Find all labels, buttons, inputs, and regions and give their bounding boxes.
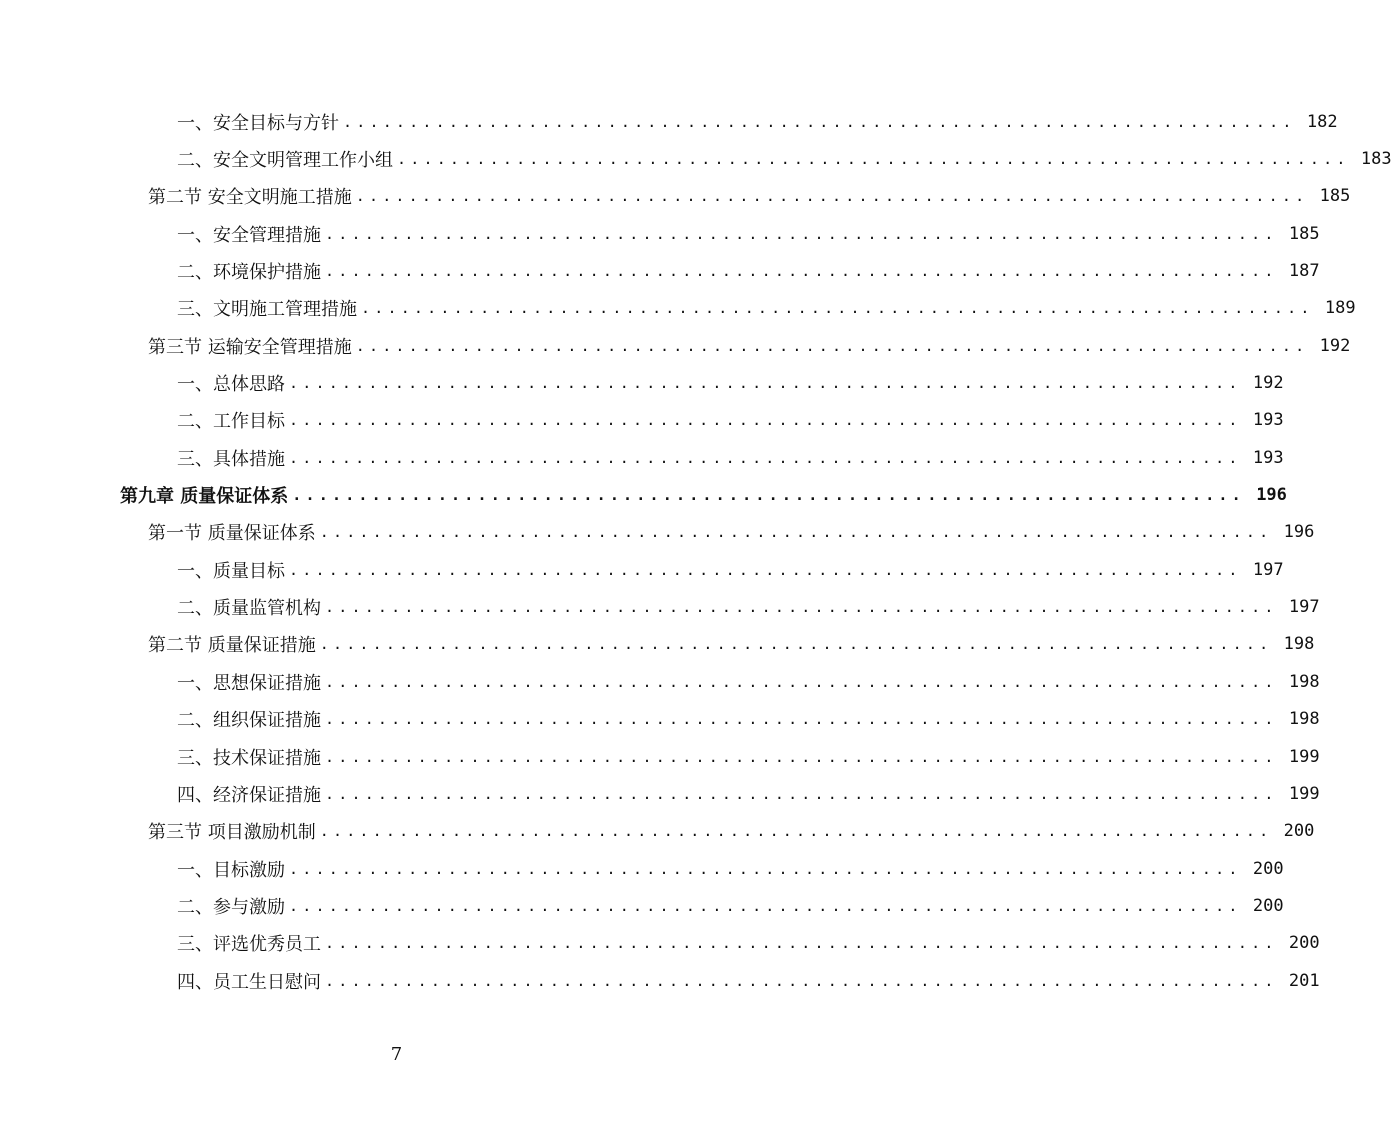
toc-entry-page: 197: [1288, 597, 1320, 618]
toc-entry[interactable]: [0, 178, 1351, 215]
toc-leader-dots: ........................................................................: [355, 187, 1309, 206]
toc-entry-title: 一、质量目标: [177, 560, 285, 582]
toc-leader-dots: ........................................................................: [325, 971, 1278, 990]
toc-entry-title: 一、目标激励: [177, 859, 285, 881]
toc-entry-title: 二、环境保护措施: [177, 262, 321, 284]
toc-leader-dots: ........................................................................: [289, 448, 1242, 467]
toc-entry[interactable]: [0, 290, 1356, 327]
toc-entry-page: 196: [1256, 485, 1287, 506]
toc-chapter-entry[interactable]: [0, 476, 1287, 513]
toc-entry[interactable]: [0, 738, 1320, 775]
toc-entry[interactable]: [0, 962, 1320, 999]
toc-leader-dots: ........................................................................: [319, 523, 1273, 542]
toc-leader-dots: ........................................................................: [319, 635, 1273, 654]
toc-entry-title: 一、安全目标与方针: [177, 112, 339, 134]
toc-entry[interactable]: [0, 850, 1284, 887]
toc-entry[interactable]: [0, 103, 1338, 140]
toc-entry[interactable]: [0, 514, 1315, 551]
toc-entry-page: 193: [1252, 447, 1284, 468]
toc-entry-title: 一、总体思路: [177, 374, 285, 396]
toc-entry[interactable]: [0, 663, 1320, 700]
toc-leader-dots: ........................................................................: [325, 672, 1278, 691]
toc-entry[interactable]: [0, 215, 1320, 252]
toc-entry-page: 200: [1252, 858, 1284, 879]
toc-leader-dots: ........................................................................: [355, 336, 1309, 355]
toc-entry-page: 193: [1252, 410, 1284, 431]
toc-entry[interactable]: [0, 626, 1315, 663]
toc-entry-title: 二、工作目标: [177, 411, 285, 433]
toc-entry-title: 二、质量监管机构: [177, 598, 321, 620]
toc-entry-title: 四、员工生日慰问: [177, 971, 321, 993]
toc-entry-title: 第一节 质量保证体系: [148, 523, 316, 545]
toc-entry-page: 200: [1283, 821, 1315, 842]
toc-entry[interactable]: [0, 402, 1284, 439]
toc-entry[interactable]: [0, 925, 1320, 962]
toc-entry-title: 四、经济保证措施: [177, 784, 321, 806]
toc-entry-page: 199: [1288, 783, 1320, 804]
toc-leader-dots: ........................................................................: [289, 374, 1242, 393]
toc-entry-page: 183: [1360, 149, 1392, 170]
toc-entry[interactable]: [0, 364, 1284, 401]
toc-entry-page: 196: [1283, 522, 1315, 543]
toc-leader-dots: ........................................................................: [289, 411, 1242, 430]
toc-entry-page: 192: [1252, 373, 1284, 394]
toc-leader-dots: ........................................................................: [289, 859, 1242, 878]
toc-entry-page: 185: [1319, 186, 1351, 207]
toc-leader-dots: ........................................................................: [325, 784, 1278, 803]
toc-leader-dots: ........................................................................: [325, 224, 1278, 243]
toc-leader-dots: ........................................................................: [289, 560, 1242, 579]
toc-entry[interactable]: [0, 551, 1284, 588]
toc-entry-title: 二、安全文明管理工作小组: [177, 150, 393, 172]
toc-entry-page: 198: [1288, 709, 1320, 730]
toc-entry-page: 199: [1288, 746, 1320, 767]
toc-entry-title: 第三节 项目激励机制: [148, 822, 316, 844]
toc-leader-dots: ........................................................................: [325, 710, 1278, 729]
toc-leader-dots: ........................................................................: [325, 747, 1278, 766]
toc-leader-dots: ........................................................................: [325, 934, 1278, 953]
toc-entry-title: 三、具体措施: [177, 448, 285, 470]
toc-entry-page: 182: [1306, 111, 1338, 132]
toc-entry[interactable]: [0, 775, 1320, 812]
toc-entry-title: 二、组织保证措施: [177, 710, 321, 732]
toc-entry-page: 185: [1288, 223, 1320, 244]
toc-entry[interactable]: [0, 327, 1351, 364]
toc-entry-title: 第三节 运输安全管理措施: [148, 336, 352, 358]
toc-leader-dots: ........................................................................: [361, 299, 1314, 318]
toc-entry-page: 200: [1252, 895, 1284, 916]
toc-entry-page: 189: [1324, 298, 1356, 319]
toc-leader-dots: ........................................................................: [343, 112, 1296, 131]
toc-entry-title: 三、文明施工管理措施: [177, 299, 357, 321]
toc-leader-dots: ........................................................................: [292, 486, 1245, 505]
toc-entry-page: 192: [1319, 335, 1351, 356]
toc-entry[interactable]: [0, 887, 1284, 924]
toc-entry-page: 198: [1288, 671, 1320, 692]
toc-leader-dots: ........................................................................: [325, 262, 1278, 281]
toc-entry-title: 第九章 质量保证体系: [120, 486, 289, 508]
toc-entry[interactable]: [0, 252, 1320, 289]
toc-entry-title: 一、思想保证措施: [177, 672, 321, 694]
toc-entry-title: 一、安全管理措施: [177, 224, 321, 246]
table-of-contents: [0, 103, 1392, 999]
toc-entry[interactable]: [0, 588, 1320, 625]
toc-entry-title: 二、参与激励: [177, 896, 285, 918]
toc-entry-page: 198: [1283, 634, 1315, 655]
toc-entry[interactable]: [0, 439, 1284, 476]
toc-leader-dots: ........................................................................: [289, 896, 1242, 915]
toc-entry-page: 201: [1288, 970, 1320, 991]
toc-leader-dots: ........................................................................: [319, 822, 1273, 841]
toc-entry-page: 187: [1288, 261, 1320, 282]
toc-entry[interactable]: [0, 813, 1315, 850]
page-number: 7: [390, 1044, 403, 1065]
toc-entry-title: 第二节 质量保证措施: [148, 635, 316, 657]
toc-entry[interactable]: [0, 701, 1320, 738]
toc-entry-title: 第二节 安全文明施工措施: [148, 187, 352, 209]
toc-leader-dots: ........................................................................: [397, 150, 1350, 169]
toc-entry-title: 三、评选优秀员工: [177, 934, 321, 956]
toc-entry[interactable]: [0, 140, 1392, 177]
toc-leader-dots: ........................................................................: [325, 598, 1278, 617]
toc-entry-page: 200: [1288, 933, 1320, 954]
toc-entry-page: 197: [1252, 559, 1284, 580]
toc-entry-title: 三、技术保证措施: [177, 747, 321, 769]
